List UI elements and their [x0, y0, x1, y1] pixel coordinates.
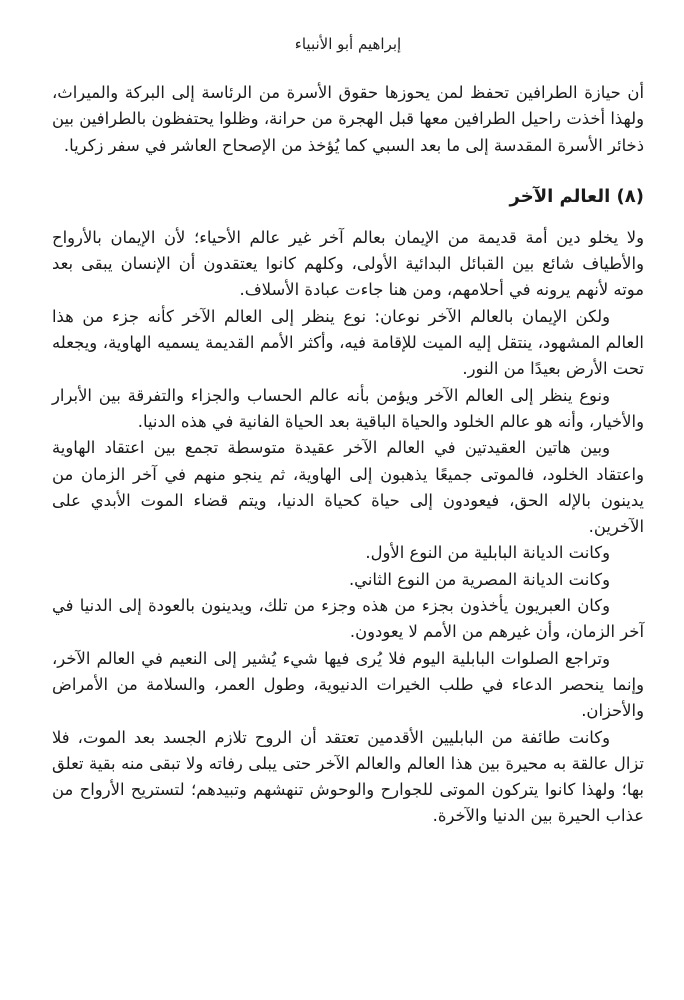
section-heading: (٨) العالم الآخر	[509, 185, 644, 207]
book-page	[52, 0, 644, 1000]
body-paragraph-1: ولا يخلو دين أمة قديمة من الإيمان بعالم آخر غير عالم الأحياء؛ لأن الإيمان بالأرواح والأطياف شائع بين القبائل البدائية الأولى، وكلهم كانوا يعتقدون أن الإنسان يبقى بعد موته لأنهم يرونه في أحلامهم، ومن هنا جاءت عبادة الأسلاف.	[52, 227, 644, 300]
body-paragraph-3: ونوع ينظر إلى العالم الآخر ويؤمن بأنه عالم الحساب والجزاء والتفرقة بين الأبرار والأخيار، وأنه هو عالم الخلود والحياة الباقية بعد الحياة الفانية في هذه الدنيا.	[52, 385, 644, 431]
body-paragraph-5: وكانت الديانة البابلية من النوع الأول.	[365, 543, 610, 563]
running-header: إبراهيم أبو الأنبياء	[294, 35, 402, 53]
body-paragraph-7: وكان العبريون يأخذون بجزء من هذه وجزء من تلك، ويدينون بالعودة إلى الدنيا في آخر الزمان، وأن غيرهم من الأمم لا يعودون.	[52, 596, 644, 642]
continued-paragraph: أن حيازة الطرافين تحفظ لمن يحوزها حقوق الأسرة من الرئاسة إلى البركة والميراث، ولهذا أخذت راحيل الطرافين معها قبل الهجرة من حرانة، وظلوا يحتفظون بالطرافين بين ذخائر الأسرة المقدسة إلى ما بعد السبي كما يُؤخذ من الإصحاح العاشر في سفر زكريا.	[52, 83, 644, 155]
body-paragraph-2: ولكن الإيمان بالعالم الآخر نوعان: نوع ينظر إلى العالم الآخر كأنه جزء من هذا العالم المشهود، ينتقل إليه الميت للإقامة فيه، وأكثر الأمم القديمة يسميه الهاوية، ويجعله تحت الأرض بعيدًا من النور.	[52, 306, 644, 379]
body-paragraph-8: وتراجع الصلوات البابلية اليوم فلا يُرى فيها شيء يُشير إلى النعيم في العالم الآخر، وإنما ينحصر الدعاء في طلب الخيرات الدنيوية، وطول العمر، والسلامة من الأمراض والأحزان.	[52, 648, 644, 721]
body-paragraph-6: وكانت الديانة المصرية من النوع الثاني.	[348, 569, 610, 589]
page-content	[52, 80, 644, 830]
body-paragraph-9: وكانت طائفة من البابليين الأقدمين تعتقد أن الروح تلازم الجسد بعد الموت، فلا تزال عالقة به محيرة بين هذا العالم والعالم الآخر حتى يبلى رفاته ولا تبقى منه بقية تعلق بها؛ ولهذا كانوا يتركون الموتى للجوارح والوحوش تنهشهم وتبيدهم؛ لتستريح الأرواح من عذاب الحيرة بين الدنيا والآخرة.	[52, 727, 644, 826]
body-paragraph-4: وبين هاتين العقيدتين في العالم الآخر عقيدة متوسطة تجمع بين اعتقاد الهاوية واعتقاد الخلود، فالموتى جميعًا يذهبون إلى الهاوية، ثم ينجو منهم في آخر الزمان من يدينون بالإله الحق، فيعودون إلى حياة كحياة الدنيا، ويتم قضاء الموت الأبدي على الآخرين.	[52, 438, 644, 537]
